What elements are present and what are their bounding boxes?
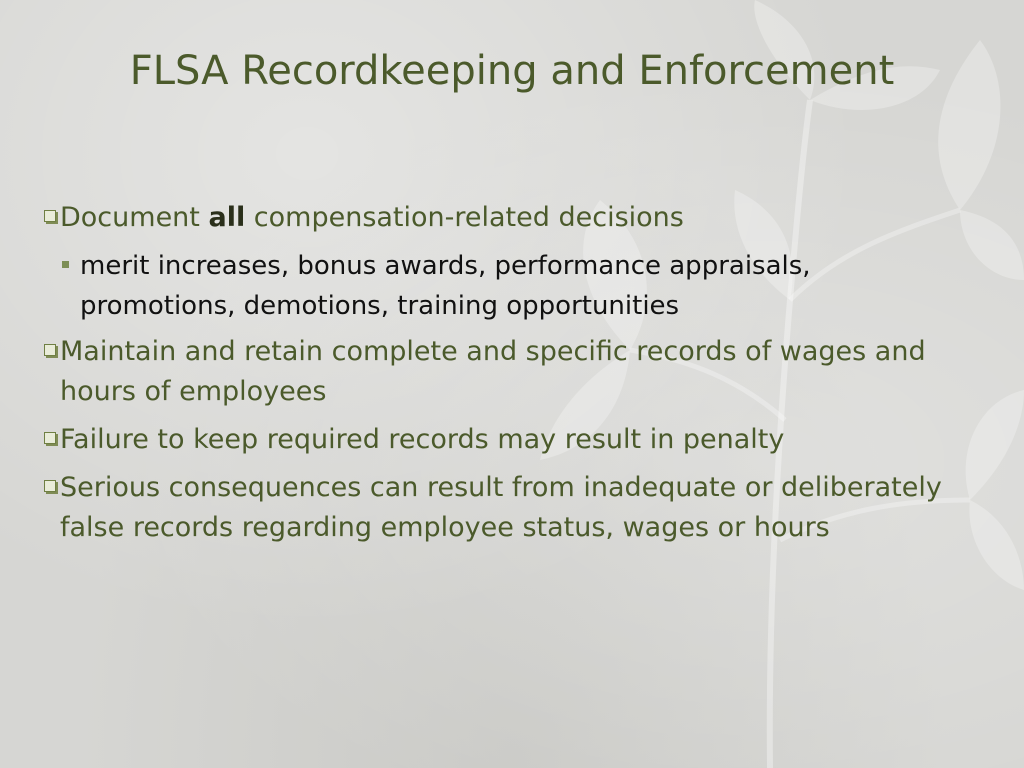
checkbox-square-icon <box>44 344 56 356</box>
bullet-item-1 <box>44 198 974 238</box>
bullet-3-text: Failure to keep required records may result in penalty <box>60 424 785 455</box>
bullet-2-text: Maintain and retain complete and specific records of wages and hours of employees <box>60 336 926 407</box>
slide-title: FLSA Recordkeeping and Enforcement <box>129 48 895 94</box>
bullet-item-4 <box>44 468 974 548</box>
bullet-1-post: compensation-related decisions <box>245 202 684 233</box>
bullet-1-pre: Document <box>60 202 209 233</box>
sub-bullet-1-text: merit increases, bonus awards, performance appraisals, promotions, demotions, training opportunities <box>80 251 811 321</box>
bullet-list <box>44 198 974 556</box>
checkbox-square-icon <box>44 210 56 222</box>
sub-bullet-item-1 <box>62 246 974 326</box>
checkbox-square-icon <box>44 480 56 492</box>
bullet-1-bold: all <box>208 202 246 233</box>
checkbox-square-icon <box>44 432 56 444</box>
bullet-item-3 <box>44 420 974 460</box>
bullet-item-2 <box>44 332 974 412</box>
bullet-4-text: Serious consequences can result from inadequate or deliberately false records regarding employee status, wages or hours <box>60 472 942 543</box>
small-square-icon <box>62 261 69 268</box>
